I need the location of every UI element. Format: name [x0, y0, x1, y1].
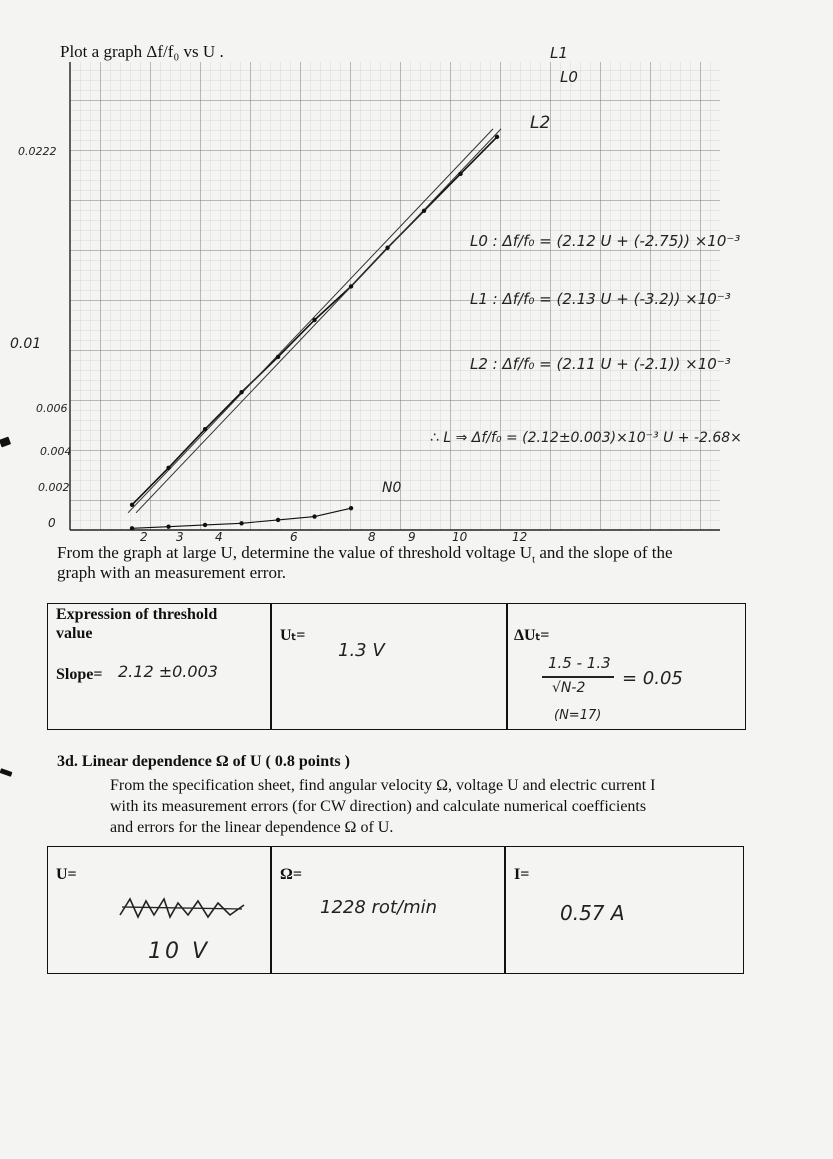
u-label: U=: [56, 866, 77, 883]
delta-ut-note: (N=17): [554, 708, 602, 723]
x-tick-label: 3: [176, 530, 184, 544]
data-point: [458, 172, 462, 176]
scribble-mark: [118, 895, 248, 921]
intro-text: From the graph at large U, determine the value of threshold voltage U: [57, 543, 533, 562]
x-tick-label: 8: [368, 530, 376, 544]
margin-mark: [0, 768, 12, 777]
intro-text-end: and the slope of the: [535, 543, 673, 562]
x-tick-label: 4: [215, 530, 223, 544]
equation-l1: L1 : Δf/f₀ = (2.13 U + (-3.2)) ×10⁻³: [470, 290, 731, 308]
line-label-n0: N0: [382, 480, 402, 496]
threshold-expression-label: Expression of threshold value: [56, 606, 218, 642]
threshold-table: [47, 603, 746, 730]
data-point: [422, 209, 426, 213]
data-point: [239, 521, 243, 525]
x-tick-label: 6: [290, 530, 298, 544]
y-tick-label: 0.0222: [18, 145, 57, 158]
spec-table: [47, 846, 744, 974]
ut-value: 1.3 V: [338, 640, 385, 661]
data-point: [130, 503, 134, 507]
data-point: [166, 466, 170, 470]
data-point: [276, 518, 280, 522]
data-point: [203, 523, 207, 527]
data-point: [495, 135, 499, 139]
delta-ut-numerator: 1.5 - 1.3: [548, 654, 611, 672]
data-point: [349, 284, 353, 288]
y-tick-label: 0.01: [10, 336, 42, 352]
data-point: [203, 427, 207, 431]
graph-prompt: Plot a graph Δf/f₀ vs U .: [60, 42, 224, 61]
u-value: 10 V: [148, 939, 211, 964]
current-value: 0.57 A: [560, 901, 625, 925]
delta-ut-denominator: √N-2: [552, 680, 586, 696]
x-tick-label: 12: [512, 530, 528, 544]
slope-value: 2.12 ±0.003: [118, 662, 218, 681]
delta-ut-label: ΔUₜ=: [514, 627, 550, 644]
data-point: [239, 390, 243, 394]
section-3d-line-3: and errors for the linear dependence Ω of U.: [110, 819, 394, 836]
ut-label: Uₜ=: [280, 627, 306, 644]
y-tick-label: 0.002: [38, 481, 70, 494]
data-point: [349, 506, 353, 510]
graph-paper: [0, 0, 833, 545]
line-label-l0: L0: [560, 68, 578, 86]
omega-label: Ω=: [280, 866, 302, 883]
intro-sub: t: [532, 553, 536, 566]
section-3d-line-2: with its measurement errors (for CW direction) and calculate numerical coefficients: [110, 798, 647, 815]
equation-combined: ∴ L ⇒ Δf/f₀ = (2.12±0.003)×10⁻³ U + -2.68×: [430, 430, 742, 446]
y-tick-label: 0.004: [40, 445, 72, 458]
current-label: I=: [514, 866, 530, 883]
x-tick-label: 9: [408, 530, 416, 544]
line-label-l2: L2: [530, 113, 551, 133]
data-point: [130, 526, 134, 530]
omega-value: 1228 rot/min: [320, 897, 438, 918]
x-tick-label: 10: [452, 530, 468, 544]
data-point: [166, 524, 170, 528]
equation-l2: L2 : Δf/f₀ = (2.11 U + (-2.1)) ×10⁻³: [470, 355, 731, 373]
data-point: [312, 514, 316, 518]
delta-ut-result: = 0.05: [622, 668, 683, 689]
data-point: [312, 318, 316, 322]
section-3d-title: 3d. Linear dependence Ω of U ( 0.8 points ): [57, 753, 350, 770]
slope-label: Slope=: [56, 666, 103, 683]
y-tick-label: 0: [48, 516, 56, 530]
data-point: [385, 246, 389, 250]
section-3d-line-1: From the specification sheet, find angular velocity Ω, voltage U and electric current I: [110, 777, 656, 794]
fraction-bar: [542, 676, 614, 678]
data-point: [276, 355, 280, 359]
equation-l0: L0 : Δf/f₀ = (2.12 U + (-2.75)) ×10⁻³: [470, 232, 741, 250]
line-label-l1: L1: [550, 44, 568, 62]
y-tick-label: 0.006: [36, 402, 68, 415]
intro-line-2: graph with an measurement error.: [57, 563, 286, 582]
x-tick-label: 2: [140, 530, 148, 544]
